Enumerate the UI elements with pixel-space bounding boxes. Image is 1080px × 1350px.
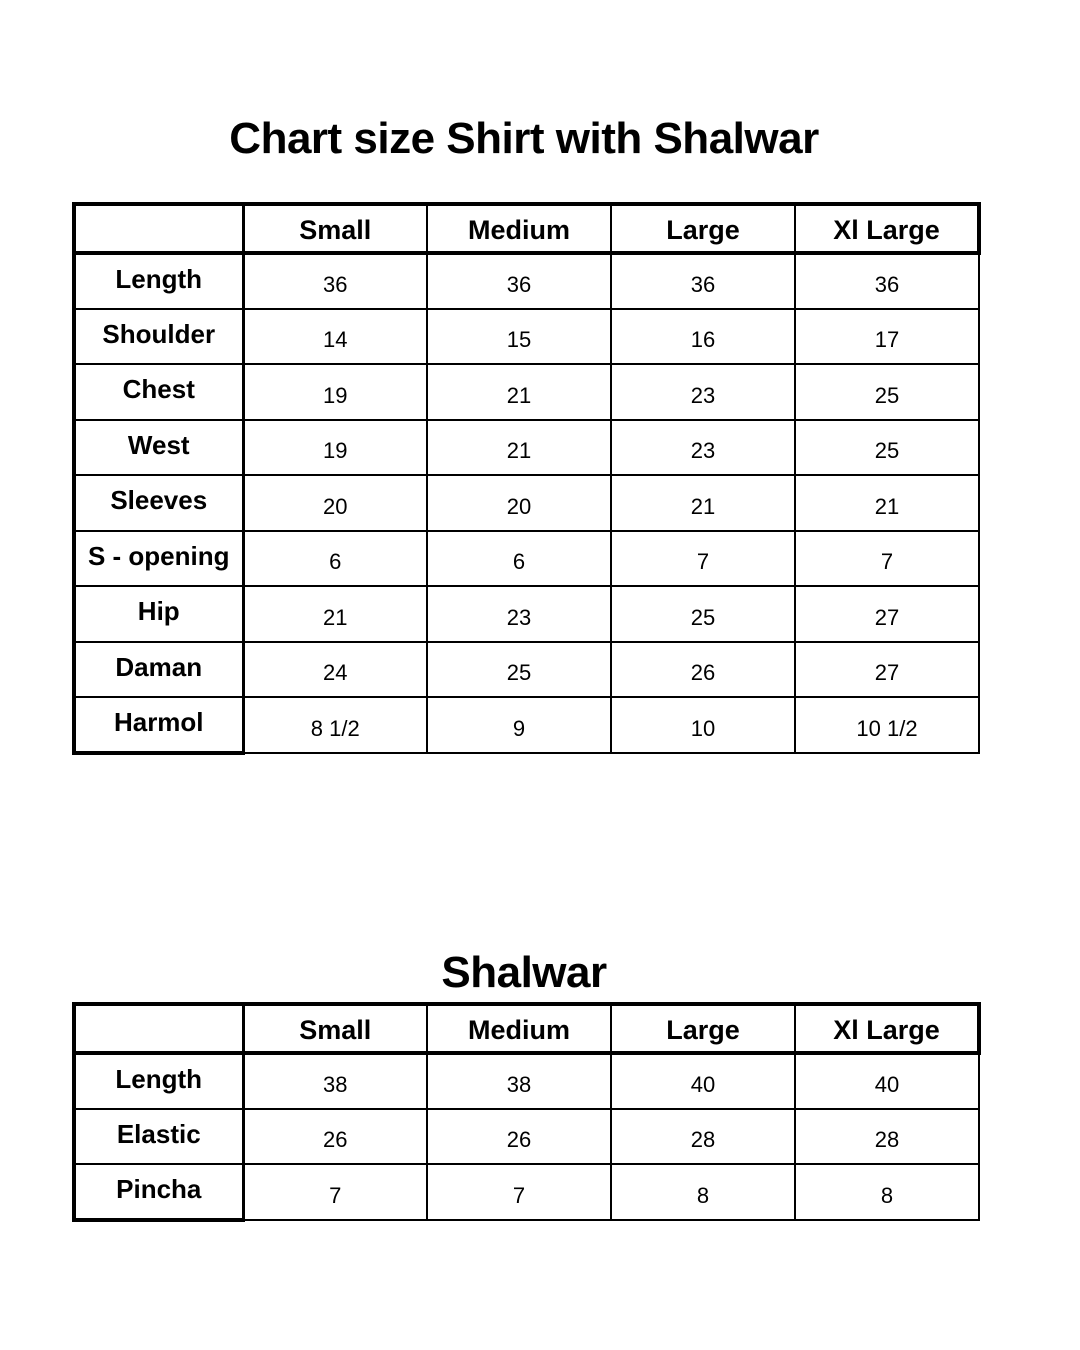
row-label: Sleeves — [74, 475, 243, 531]
row-label: Pincha — [74, 1164, 243, 1220]
table-row — [74, 309, 979, 365]
size-value-cell: 26 — [611, 642, 795, 698]
size-value-cell: 10 — [611, 697, 795, 753]
size-value-cell: 7 — [611, 531, 795, 587]
size-value-cell: 36 — [611, 253, 795, 309]
size-value-cell: 25 — [427, 642, 611, 698]
size-value-cell: 6 — [427, 531, 611, 587]
shalwar-size-table — [72, 1002, 981, 1222]
size-value-cell: 27 — [795, 586, 979, 642]
size-value-cell: 8 — [611, 1164, 795, 1220]
table-row — [74, 475, 979, 531]
table-row — [74, 420, 979, 476]
size-value-cell: 23 — [427, 586, 611, 642]
column-header-small: Small — [243, 204, 427, 253]
size-value-cell: 25 — [795, 420, 979, 476]
size-value-cell: 25 — [795, 364, 979, 420]
column-header-small: Small — [243, 1004, 427, 1053]
table-row — [74, 531, 979, 587]
row-label: Shoulder — [74, 309, 243, 365]
size-value-cell: 21 — [795, 475, 979, 531]
size-value-cell: 23 — [611, 364, 795, 420]
size-value-cell: 21 — [427, 364, 611, 420]
row-label: Hip — [74, 586, 243, 642]
size-value-cell: 38 — [427, 1053, 611, 1109]
size-value-cell: 7 — [795, 531, 979, 587]
size-value-cell: 6 — [243, 531, 427, 587]
size-value-cell: 8 — [795, 1164, 979, 1220]
size-value-cell: 15 — [427, 309, 611, 365]
size-value-cell: 8 1/2 — [243, 697, 427, 753]
table-row — [74, 642, 979, 698]
column-header-xl-large: Xl Large — [795, 1004, 979, 1053]
size-value-cell: 21 — [243, 586, 427, 642]
size-value-cell: 36 — [795, 253, 979, 309]
size-value-cell: 10 1/2 — [795, 697, 979, 753]
size-value-cell: 9 — [427, 697, 611, 753]
row-label: Length — [74, 253, 243, 309]
table-row — [74, 697, 979, 753]
shalwar-chart-title: Shalwar — [441, 948, 607, 997]
row-label: West — [74, 420, 243, 476]
size-value-cell: 21 — [611, 475, 795, 531]
header-corner-cell — [74, 204, 243, 253]
size-value-cell: 20 — [427, 475, 611, 531]
size-value-cell: 40 — [611, 1053, 795, 1109]
row-label: Daman — [74, 642, 243, 698]
table-header-row — [74, 1004, 979, 1053]
size-value-cell: 7 — [427, 1164, 611, 1220]
size-value-cell: 25 — [611, 586, 795, 642]
shalwar-table-body — [74, 1053, 979, 1220]
size-value-cell: 36 — [243, 253, 427, 309]
size-value-cell: 7 — [243, 1164, 427, 1220]
row-label: Length — [74, 1053, 243, 1109]
size-value-cell: 20 — [243, 475, 427, 531]
size-value-cell: 38 — [243, 1053, 427, 1109]
size-value-cell: 28 — [611, 1109, 795, 1165]
column-header-medium: Medium — [427, 204, 611, 253]
table-header-row — [74, 204, 979, 253]
shirt-table-body — [74, 253, 979, 753]
size-value-cell: 26 — [243, 1109, 427, 1165]
row-label: Harmol — [74, 697, 243, 753]
size-value-cell: 27 — [795, 642, 979, 698]
column-header-large: Large — [611, 204, 795, 253]
size-value-cell: 16 — [611, 309, 795, 365]
size-value-cell: 24 — [243, 642, 427, 698]
table-row — [74, 1109, 979, 1165]
table-row — [74, 586, 979, 642]
size-value-cell: 36 — [427, 253, 611, 309]
shirt-chart-title: Chart size Shirt with Shalwar — [229, 114, 819, 163]
size-value-cell: 19 — [243, 364, 427, 420]
size-value-cell: 21 — [427, 420, 611, 476]
column-header-medium: Medium — [427, 1004, 611, 1053]
size-value-cell: 14 — [243, 309, 427, 365]
column-header-xl-large: Xl Large — [795, 204, 979, 253]
table-row — [74, 1164, 979, 1220]
row-label: S - opening — [74, 531, 243, 587]
size-value-cell: 28 — [795, 1109, 979, 1165]
table-row — [74, 1053, 979, 1109]
size-value-cell: 26 — [427, 1109, 611, 1165]
header-corner-cell — [74, 1004, 243, 1053]
row-label: Chest — [74, 364, 243, 420]
size-value-cell: 23 — [611, 420, 795, 476]
shirt-size-table — [72, 202, 981, 755]
table-row — [74, 253, 979, 309]
size-value-cell: 40 — [795, 1053, 979, 1109]
column-header-large: Large — [611, 1004, 795, 1053]
row-label: Elastic — [74, 1109, 243, 1165]
size-value-cell: 17 — [795, 309, 979, 365]
size-value-cell: 19 — [243, 420, 427, 476]
table-row — [74, 364, 979, 420]
